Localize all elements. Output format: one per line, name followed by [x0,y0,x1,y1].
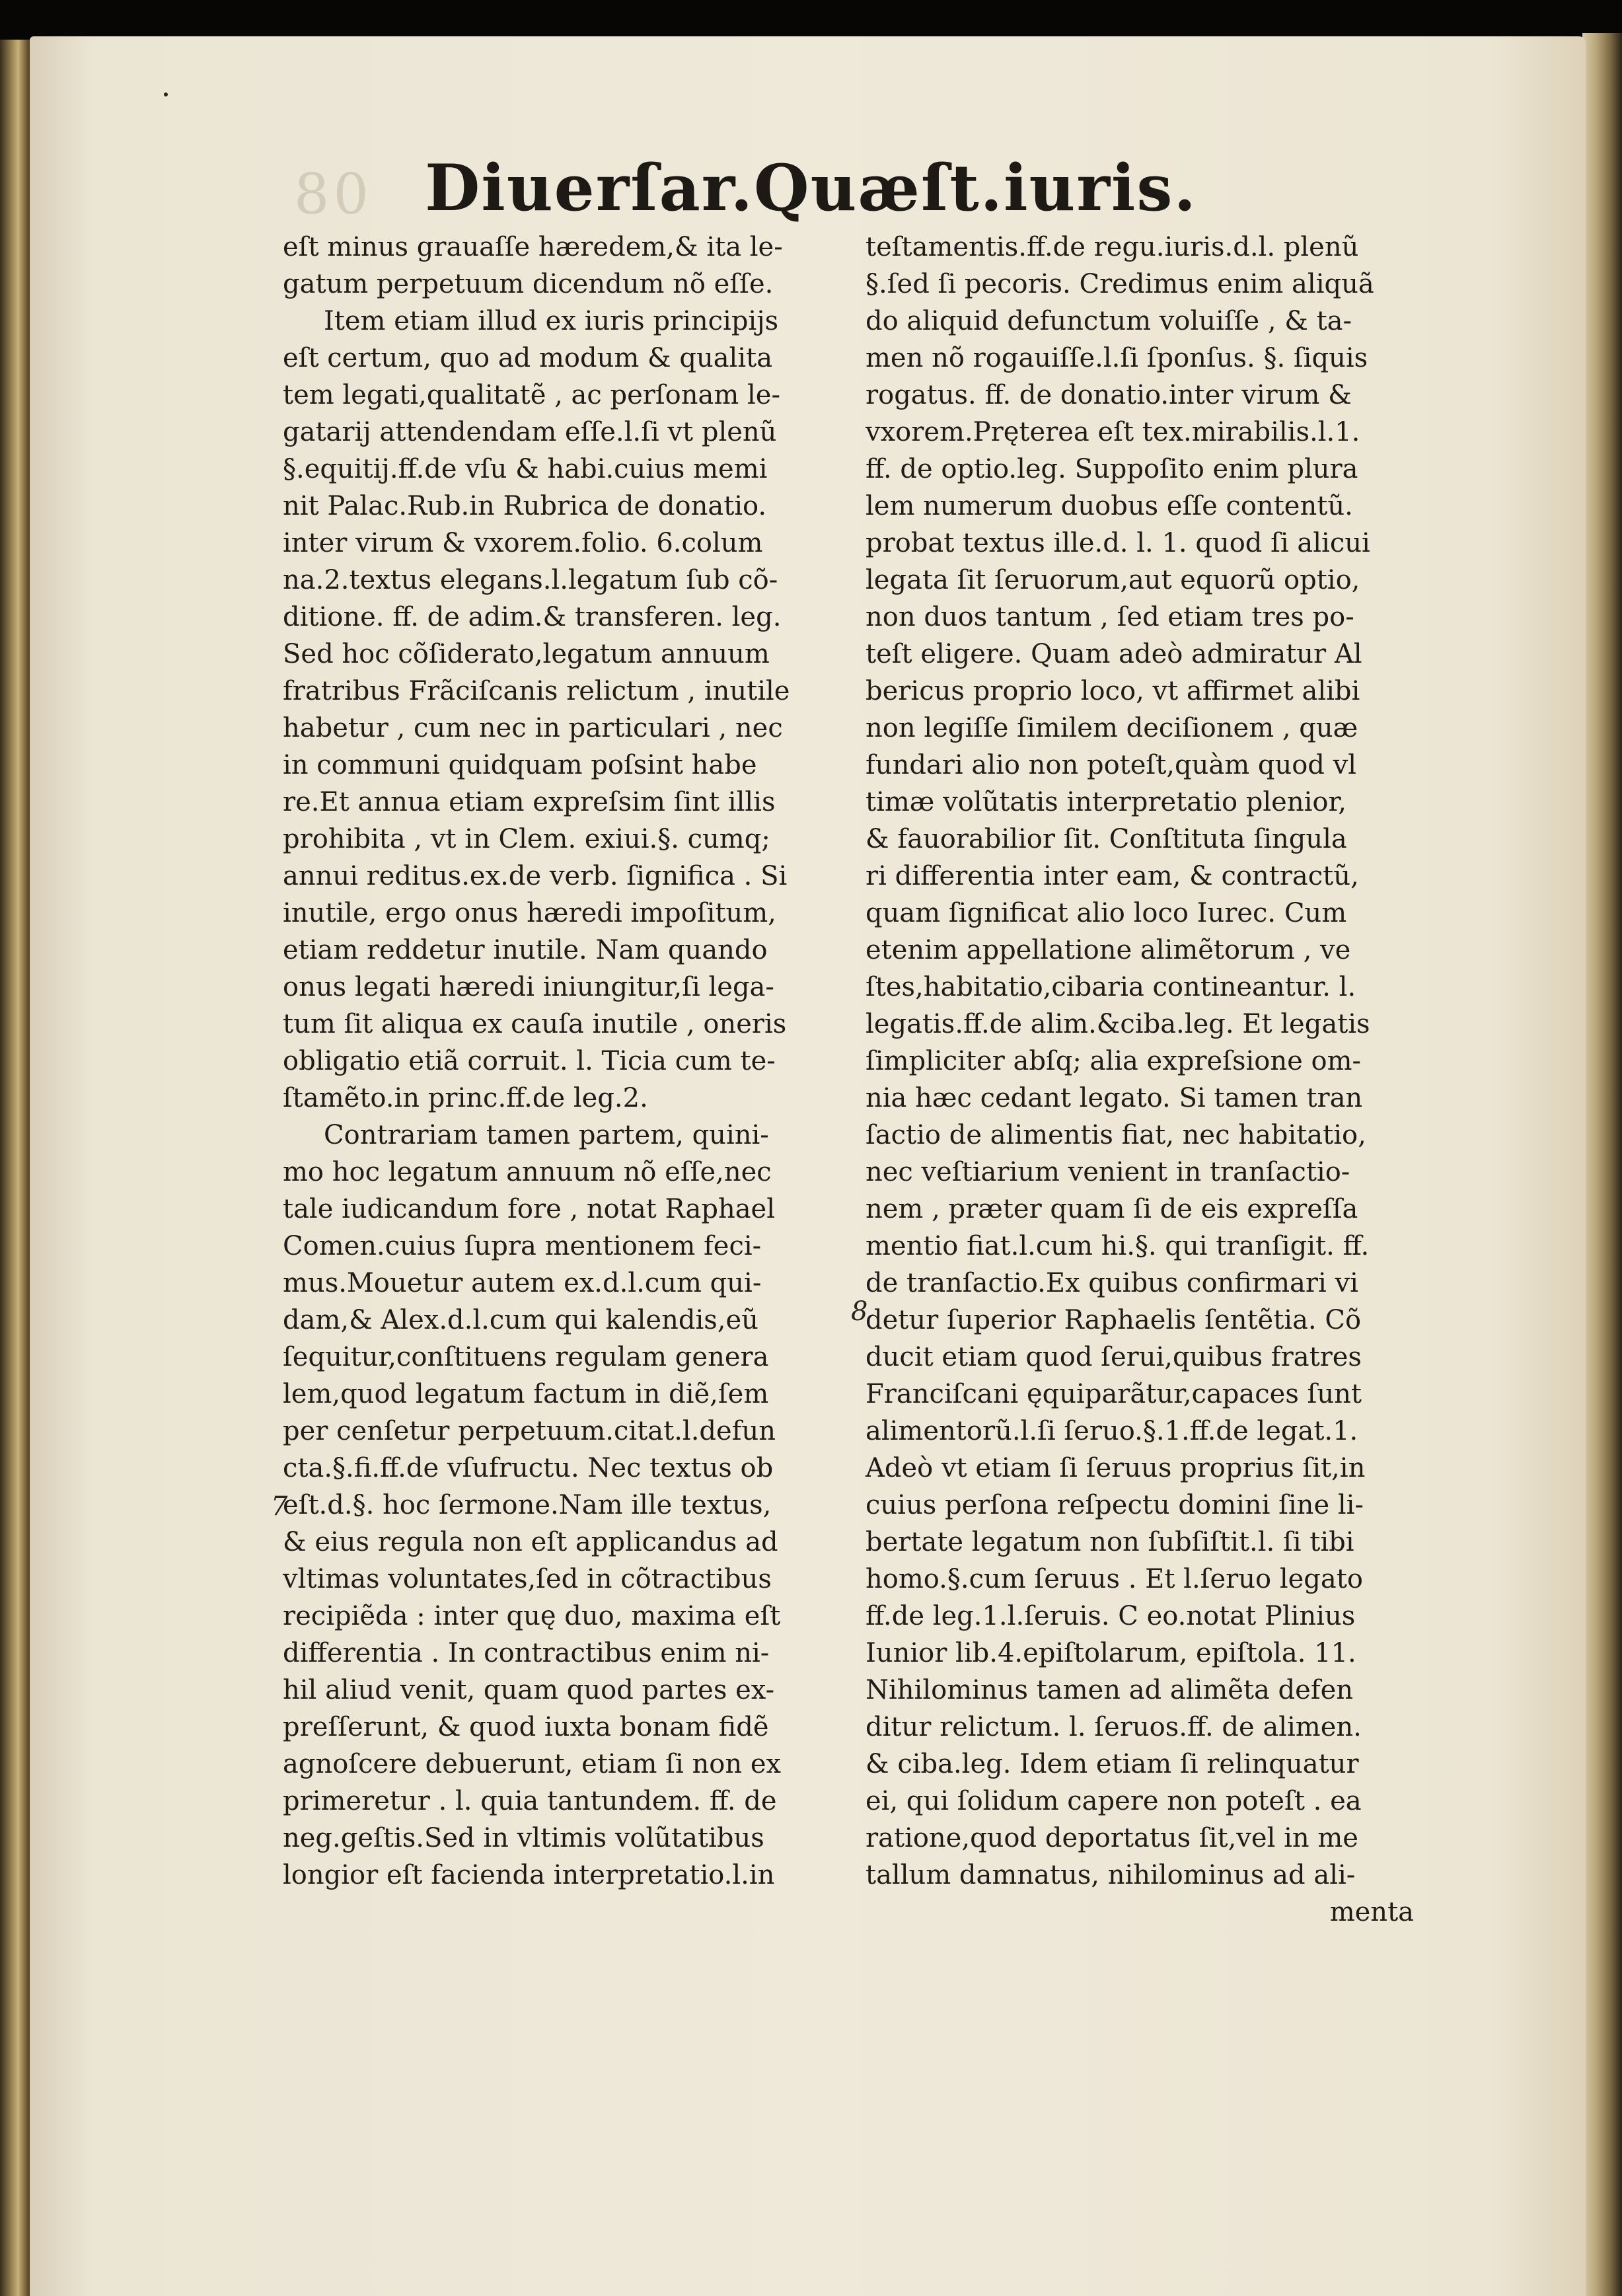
text-line: ditur relictum. l. ſeruos.ff. de alimen. [866,1712,1362,1742]
text-line: bertate legatum non ſubſiſtit.l. ſi tibi [866,1527,1354,1557]
text-line: probat textus ille.d. l. 1. quod ſi alicui [866,528,1370,558]
text-line: mentio fiat.l.cum hi.§. qui tranſigit. ff. [866,1231,1370,1261]
text-line: Adeò vt etiam ſi ſeruus proprius ſit,in [866,1453,1366,1483]
text-line: onus legati hæredi iniungitur,ſi lega- [283,972,774,1002]
text-line: §.equitij.ff.de vſu & habi.cuius memi [283,454,768,484]
text-line: differentia . In contractibus enim ni- [283,1638,770,1668]
text-line: non duos tantum , ſed etiam tres po- [866,602,1354,632]
right-text-column [866,229,1414,1931]
text-line: primeretur . l. quia tantundem. ff. de [283,1786,777,1816]
text-line: legata ſit ſeruorum,aut equorũ optio, [866,565,1360,595]
text-line: cta.§.fi.ff.de vſufructu. Nec textus ob [283,1453,774,1483]
left-text-column [283,229,831,1894]
text-line: ſactio de alimentis fiat, nec habitatio, [866,1120,1366,1150]
text-line: nec veſtiarium venient in tranſactio- [866,1157,1350,1187]
text-line: men nõ rogauiſſe.l.ſi ſponſus. §. ſiquis [866,343,1368,373]
text-line: vxorem.Pręterea eſt tex.mirabilis.l.1. [866,417,1360,447]
text-line: prohibita , vt in Clem. exiui.§. cumq; [283,824,770,854]
running-title: Diuerſar.Quæſt.iuris. [425,151,1197,225]
text-line: inter virum & vxorem.folio. 6.colum [283,528,763,558]
margin-number-right: 8 [851,1296,868,1327]
text-line: timæ volũtatis interpretatio plenior, [866,787,1346,817]
text-line: tem legati,qualitatẽ , ac perſonam le- [283,380,780,410]
text-line: de tranſactio.Ex quibus confirmari vi [866,1268,1358,1298]
text-line: fratribus Frãciſcanis relictum , inutile [283,676,790,706]
text-line: neg.geſtis.Sed in vltimis volũtatibus [283,1823,764,1853]
text-line: nit Palac.Rub.in Rubrica de donatio. [283,491,767,521]
text-line: agnoſcere debuerunt, etiam ſi non ex [283,1749,782,1779]
text-line: ſtamẽto.in princ.ff.de leg.2. [283,1083,648,1113]
text-line: gatarij attendendam eſſe.l.ſi vt plenũ [283,417,777,447]
text-line: tale iudicandum fore , notat Raphael [283,1194,776,1224]
text-line: vltimas voluntates,ſed in cõtractibus [283,1564,772,1594]
text-line: & fauorabilior ſit. Conſtituta ſingula [866,824,1347,854]
text-line: per cenſetur perpetuum.citat.l.defun [283,1416,776,1446]
page-fore-edge [1582,33,1622,2296]
text-line: ſequitur,conſtituens regulam genera [283,1342,769,1372]
margin-number-left: 7 [271,1491,288,1522]
text-line: ei, qui ſolidum capere non poteſt . ea [866,1786,1362,1816]
text-line: ratione,quod deportatus ſit,vel in me [866,1823,1358,1853]
text-line: ſtes,habitatio,cibaria contineantur. l. [866,972,1356,1002]
text-line: do aliquid defunctum voluiſſe , & ta- [866,306,1352,336]
text-line: eſt minus grauaſſe hæredem,& ita le- [283,232,783,262]
text-line: ditione. ff. de adim.& transferen. leg. [283,602,782,632]
text-line: ri differentia inter eam, & contractũ, [866,861,1359,891]
text-line: Contrariam tamen partem, quini- [324,1120,769,1150]
text-line: hil aliud venit, quam quod partes ex- [283,1675,775,1705]
text-line: quam ſignificat alio loco Iurec. Cum [866,898,1347,928]
ink-speck [164,93,168,96]
text-line: alimentorũ.l.ſi ſeruo.§.1.ff.de legat.1. [866,1416,1358,1446]
text-line: menta [1329,1897,1414,1927]
text-line: & ciba.leg. Idem etiam ſi relinquatur [866,1749,1359,1779]
text-line: nem , præter quam ſi de eis expreſſa [866,1194,1358,1224]
book-spine-edge [0,40,33,2296]
text-line: longior eſt facienda interpretatio.l.in [283,1860,775,1890]
text-line: cuius perſona reſpectu domini ſine li- [866,1490,1364,1520]
text-line: §.ſed ſi pecoris. Credimus enim aliquã [866,269,1374,299]
text-line: habetur , cum nec in particulari , nec [283,713,783,743]
ghost-folio-number: 80 [294,162,373,227]
text-line: Sed hoc cõſiderato,legatum annuum [283,639,770,669]
text-line: detur ſuperior Raphaelis ſentẽtia. Cõ [866,1305,1362,1335]
text-line: gatum perpetuum dicendum nõ eſſe. [283,269,774,299]
text-line: mo hoc legatum annuum nõ eſſe,nec [283,1157,772,1187]
text-line: dam,& Alex.d.l.cum qui kalendis,eũ [283,1305,758,1335]
text-line: etenim appellatione alimẽtorum , ve [866,935,1351,965]
text-line: teſtamentis.ff.de regu.iuris.d.l. plenũ [866,232,1359,262]
text-line: nia hæc cedant legato. Si tamen tran [866,1083,1363,1113]
text-line: annui reditus.ex.de verb. ſignifica . Si [283,861,788,891]
text-line: legatis.ff.de alim.&ciba.leg. Et legatis [866,1009,1370,1039]
text-line: non legiſſe ſimilem deciſionem , quæ [866,713,1358,743]
text-line: teſt eligere. Quam adeò admiratur Al [866,639,1362,669]
text-line: Iunior lib.4.epiſtolarum, epiſtola. 11. [866,1638,1356,1668]
text-line: Nihilominus tamen ad alimẽta defen [866,1675,1354,1705]
text-line: preſſerunt, & quod iuxta bonam fidẽ [283,1712,769,1742]
text-line: homo.§.cum ſeruus . Et l.ſeruo legato [866,1564,1363,1594]
text-line: ſimpliciter abſq; alia expreſsione om- [866,1046,1362,1076]
text-line: fundari alio non poteſt,quàm quod vl [866,750,1357,780]
text-line: ducit etiam quod ſerui,quibus fratres [866,1342,1362,1372]
text-line: etiam reddetur inutile. Nam quando [283,935,768,965]
text-line: bericus proprio loco, vt affirmet alibi [866,676,1360,706]
text-line: Item etiam illud ex iuris principijs [324,306,779,336]
text-line: lem,quod legatum factum in diẽ,ſem [283,1379,769,1409]
text-line: tallum damnatus, nihilominus ad ali- [866,1860,1356,1890]
text-line: & eius regula non eſt applicandus ad [283,1527,778,1557]
text-line: inutile, ergo onus hæredi impoſitum, [283,898,776,928]
text-line: in communi quidquam poſsint habe [283,750,757,780]
text-line: recipiẽda : inter quę duo, maxima eſt [283,1601,781,1631]
text-line: Comen.cuius ſupra mentionem feci- [283,1231,762,1261]
text-line: rogatus. ff. de donatio.inter virum & [866,380,1352,410]
text-line: re.Et annua etiam expreſsim ſint illis [283,787,776,817]
text-line: eſt certum, quo ad modum & qualita [283,343,773,373]
text-line: ff. de optio.leg. Suppoſito enim plura [866,454,1358,484]
text-line: lem numerum duobus eſſe contentũ. [866,491,1353,521]
text-line: na.2.textus elegans.l.legatum ſub cõ- [283,565,778,595]
text-line: ff.de leg.1.l.ſeruis. C eo.notat Plinius [866,1601,1356,1631]
text-line: Franciſcani ęquiparãtur,capaces ſunt [866,1379,1362,1409]
text-line: mus.Mouetur autem ex.d.l.cum qui- [283,1268,762,1298]
text-line: obligatio etiã corruit. l. Ticia cum te- [283,1046,776,1076]
text-line: tum ſit aliqua ex cauſa inutile , oneris [283,1009,787,1039]
text-line: eſt.d.§. hoc ſermone.Nam ille textus, [283,1490,772,1520]
